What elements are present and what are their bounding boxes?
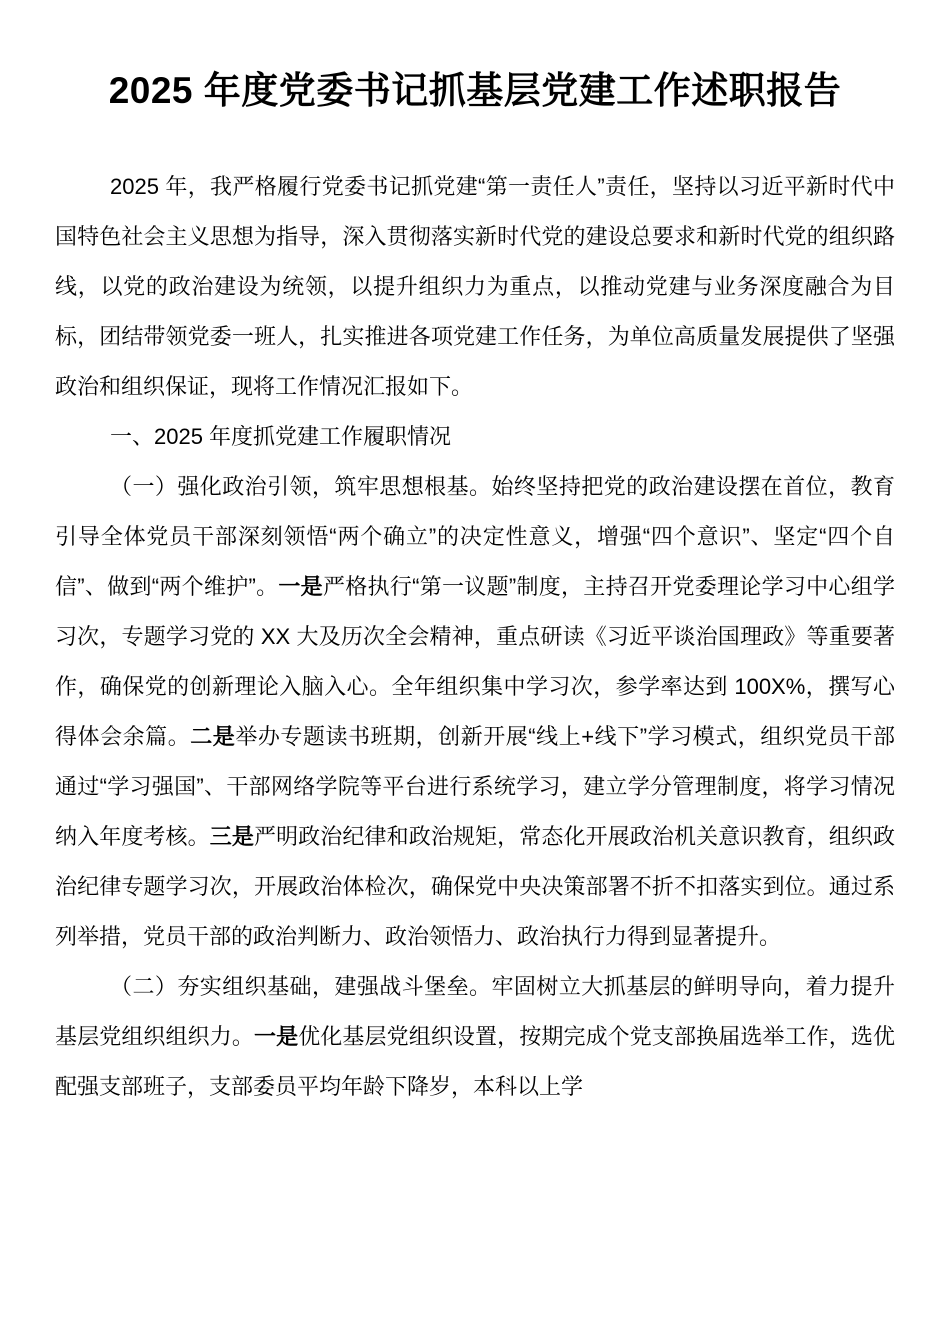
text-run: 一、2025 年度抓党建工作履职情况 — [110, 424, 452, 449]
paragraph — [55, 962, 895, 1112]
text-run: 严格执行“第一议题”制度，主持召开党委理论学习中心组学习次，专题学习党的 XX 大及历次全会精神，重点研读《习近平谈治国理政》等重要著作，确保党的创新理论入脑入心。全年组织集中学习次，参学率达到 100X%，撰写心得体会余篇。 — [55, 574, 895, 749]
bold-text-run: 二是 — [190, 724, 236, 749]
text-run: （一）强化政治引领，筑牢思想根基。始终坚持把党的政治建设摆在首位，教育引导全体党员干部深刻领悟“两个确立”的决定性意义，增强“四个意识”、坚定“四个自信”、做到“两个维护”。 — [55, 474, 895, 599]
document-content — [0, 66, 950, 1112]
bold-text-run: 一是 — [253, 1024, 299, 1049]
paragraph — [55, 162, 895, 412]
paragraph — [55, 462, 895, 962]
text-run: 严明政治纪律和政治规矩，常态化开展政治机关意识教育，组织政治纪律专题学习次，开展政治体检次，确保党中央决策部署不折不扣落实到位。通过系列举措，党员干部的政治判断力、政治领悟力、政治执行力得到显著提升。 — [55, 824, 895, 949]
bold-text-run: 一是 — [278, 574, 323, 599]
bold-text-run: 三是 — [209, 824, 254, 849]
text-run: 优化基层党组织设置，按期完成个党支部换届选举工作，选优配强支部班子，支部委员平均年龄下降岁，本科以上学 — [55, 1024, 895, 1099]
text-run: 2025 年，我严格履行党委书记抓党建“第一责任人”责任，坚持以习近平新时代中国特色社会主义思想为指导，深入贯彻落实新时代党的建设总要求和新时代党的组织路线，以党的政治建设为统领，以提升组织力为重点，以推动党建与业务深度融合为目标，团结带领党委一班人，扎实推进各项党建工作任务，为单位高质量发展提供了坚强政治和组织保证，现将工作情况汇报如下。 — [55, 174, 895, 399]
document-body — [55, 162, 895, 1112]
document-title: 2025 年度党委书记抓基层党建工作述职报告 — [108, 70, 842, 111]
text-run: 举办专题读书班期，创新开展“线上+线下”学习模式，组织党员干部通过“学习强国”、干部网络学院等平台进行系统学习，建立学分管理制度，将学习情况纳入年度考核。 — [55, 724, 895, 849]
text-run: （二）夯实组织基础，建强战斗堡垒。牢固树立大抓基层的鲜明导向，着力提升基层党组织组织力。 — [55, 974, 895, 1049]
section-heading — [55, 412, 895, 462]
